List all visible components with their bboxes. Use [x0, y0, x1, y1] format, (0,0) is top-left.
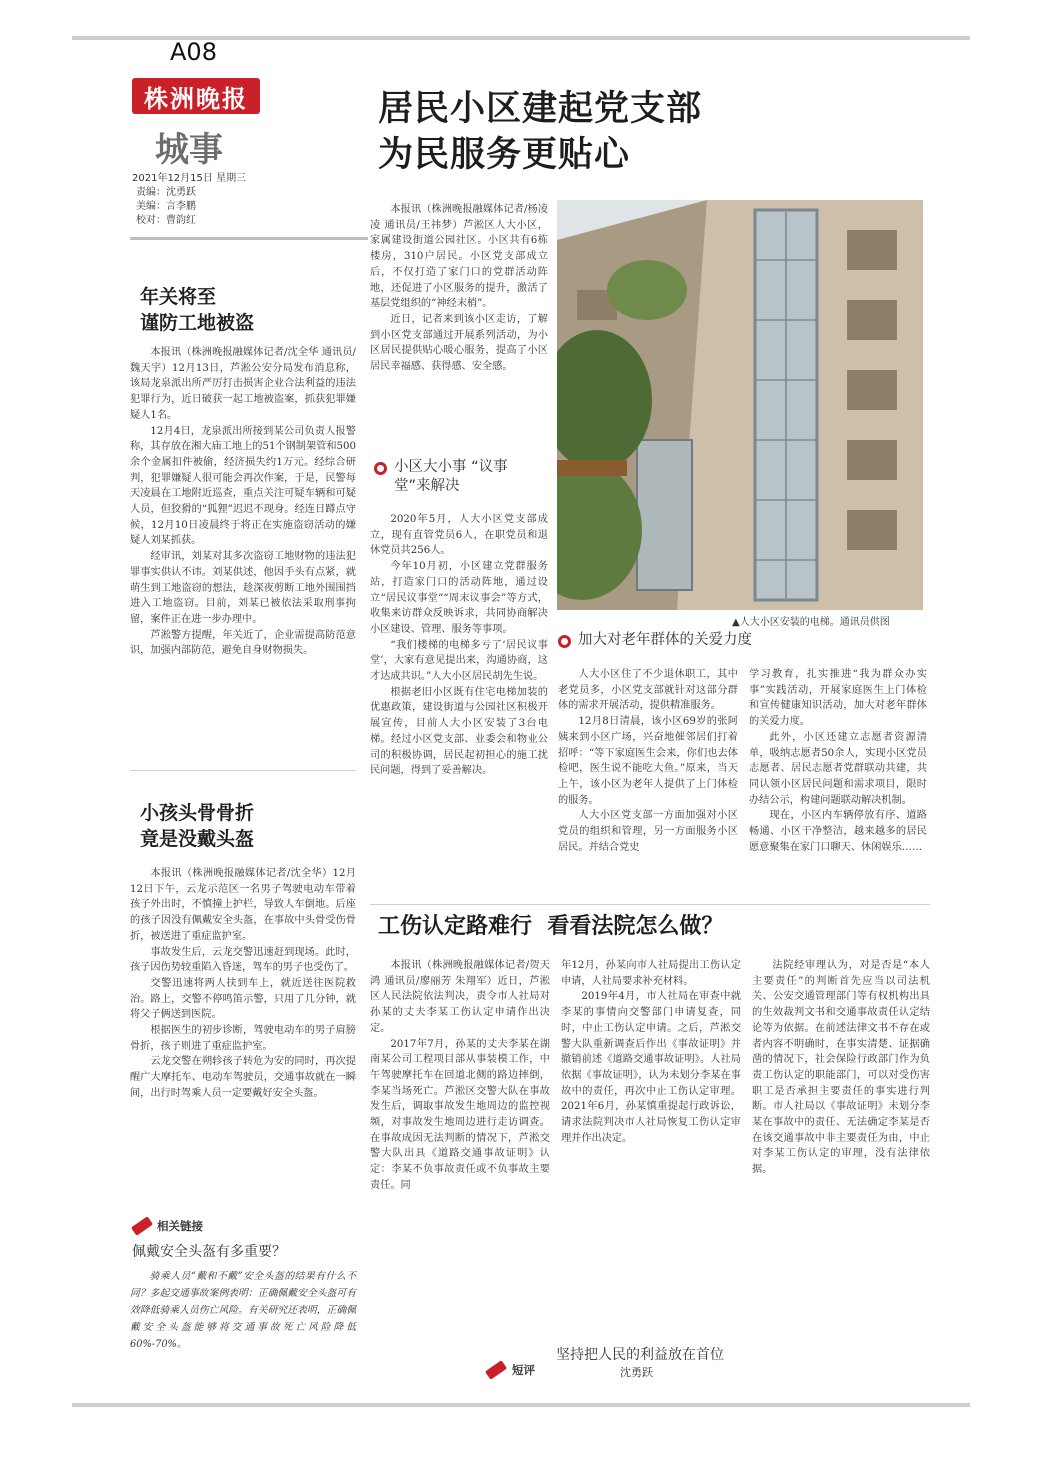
body-para: 12月4日，龙泉派出所接到某公司负责人报警称，其存放在湘大庙工地上的51个钢制架管和500余个金属扣件被偷，经济损失约1万元。经综合研判，犯罪嫌疑人很可能会再次作案，于是，民警每天凌晨在工地附近巡查，重点关注可疑车辆和可疑人员，但狡猾的“狐狸”迟迟不现身。经连日蹲点守候，12月10日凌晨终于将正在实施盗窃活动的嫌疑人刘某抓获。 — [130, 425, 356, 547]
lead-intro-para: 近日，记者来到该小区走访，了解到小区党支部通过开展系列活动，为小区居民提供贴心暖心服务，提高了小区居民幸福感、获得感、安全感。 — [370, 313, 548, 373]
designer-credit: 美编：言李鹏 — [136, 201, 196, 212]
commentary-header-real — [486, 1362, 535, 1378]
lead-headline — [378, 86, 702, 178]
proof-credit: 校对：曹韵红 — [136, 215, 196, 226]
commentary-title: 坚持把人民的利益放在首位 — [556, 1347, 724, 1363]
masthead-credits — [132, 172, 246, 228]
subheading-council — [374, 458, 549, 496]
left-story1-headline-line2: 谨防工地被盗 — [140, 312, 255, 334]
lead-intro-para: 本报讯（株洲晚报融媒体记者/杨凌凌 通讯员/王祎梦）芦淞区人大小区，家属建设街道公园社区。小区共有6栋楼房，310户居民。小区党支部成立后，不仅打造了家门口的党群活动阵地，还促进了小区服务的提升，激活了基层党组织的“神经末梢”。 — [370, 204, 548, 310]
body-para: 12月8日清晨，该小区69岁的张阿姨来到小区广场，兴奋地催邻居们打着招呼：“等下家庭医生会来，你们也去体检吧，医生说不能吃大鱼。”原来，当天上午，该小区为老年人提供了上门体检的服务。 — [558, 716, 738, 806]
red-pen-icon — [485, 1360, 507, 1380]
commentary-author: 沈勇跃 — [620, 1366, 653, 1379]
subheading-council-text: 小区大小事 “议事堂”来解决 — [394, 459, 508, 494]
masthead-divider — [130, 237, 368, 240]
lead-sub2-col1 — [558, 667, 738, 855]
body-para: 学习教育，扎实推进“我为群众办实事”实践活动，开展家庭医生上门体检和宣传健康知识活动，加大对老年群体的关爱力度。 — [749, 669, 927, 728]
left-story2-headline-line2: 竟是没戴头盔 — [140, 828, 255, 850]
left-story2-body — [130, 866, 356, 1102]
body-para: 根据老旧小区既有住宅电梯加装的优惠政策，建设街道与公园社区积极开展宣传，目前人大小区安装了3台电梯。经过小区党支部、业委会和物业公司的积极协调，居民起初担心的施工扰民问题，得到了妥善解决。 — [370, 686, 548, 777]
body-para: “我们楼梯的电梯多亏了‘居民议事堂’，大家有意见提出来，沟通协商，这才达成共识。”人大小区居民胡先生说。 — [370, 639, 548, 683]
body-para: 人大小区党支部一方面加强对小区党员的组织和管理，另一方面服务小区居民。并结合党史 — [558, 810, 738, 853]
body-para: 经审讯，刘某对其多次盗窃工地财物的违法犯罪事实供认不讳。刘某供述，他因手头有点紧，就萌生到工地盗窃的想法，趁深夜剪断工地外围围挡进入工地盗窃。目前，刘某已被依法采取刑事拘留，案件正在进一步办理中。 — [130, 551, 356, 625]
lead-sub1-body — [370, 512, 548, 779]
body-para: 2020年5月，人大小区党支部成立，现有直管党员6人，在职党员和退休党员共256人。 — [370, 514, 548, 557]
paper-logo — [132, 78, 260, 114]
red-ring-icon — [558, 635, 571, 648]
lead-headline-line1: 居民小区建起党支部 — [378, 89, 703, 129]
body-para: 本报讯（株洲晚报融媒体记者/沈全华 通讯员/魏天宇）12月13日，芦淞公安分局发布消息称，该局龙泉派出所严厉打击损害企业合法利益的违法犯罪行为，近日破获一起工地被盗案，抓获犯罪嫌疑人1名。 — [130, 347, 356, 421]
red-ring-icon — [374, 462, 387, 475]
story3-col1 — [370, 958, 550, 1194]
story3-top-rule — [370, 904, 930, 905]
left-divider — [130, 770, 356, 771]
editor-credit: 责编：沈勇跃 — [136, 187, 196, 198]
lead-sub2-col2 — [749, 667, 927, 855]
story3-headline: 工伤认定路难行 看看法院怎么做？ — [378, 914, 724, 939]
body-para: 此外，小区还建立志愿者资源清单，吸纳志愿者50余人，实现小区党员志愿者、居民志愿者党群联动共建，共同认领小区居民问题和需求项目，限时办结公示，构建问题联动解决机制。 — [749, 731, 927, 806]
left-story2-headline — [140, 800, 254, 852]
lead-intro — [370, 202, 548, 375]
page-number: A08 — [170, 38, 217, 66]
lead-headline-line2: 为民服务更贴心 — [378, 135, 631, 175]
left-story1-headline-line1: 年关将至 — [140, 286, 217, 308]
related-link-label — [132, 1218, 203, 1234]
left-story2-headline-line1: 小孩头骨骨折 — [140, 802, 255, 824]
body-para: 事故发生后，云龙交警迅速赶到现场。此时，孩子因伤势较重陷入昏迷，驾车的男子也受伤了。 — [130, 946, 356, 974]
body-para: 骑乘人员“戴和不戴”安全头盔的结果有什么不同？多起交通事故案例表明：正确佩戴安全头盔可有效降低骑乘人员伤亡风险。有关研究还表明，正确佩戴安全头盔能够将交通事故死亡风险降低60%-70%。 — [130, 1271, 356, 1350]
story3-col3 — [752, 958, 930, 1178]
body-para: 2019年4月，市人社局在审查中就李某的事情向交警部门申请复查，同时，中止工伤认定申请。之后，芦淞交警大队重新调查后作出《事故证明》并撤销前述《道路交通事故证明》。人社局依据《事故证明》，认为未划分李某在事故中的责任，再次中止工伤认定审理。2021年6月，孙某慎重提起行政诉讼，请求法院判决市人社局恢复工伤认定审理并作出决定。 — [561, 991, 741, 1144]
body-para: 2017年7月，孙某的丈夫李某在湖南某公司工程项目部从事装模工作，中午驾驶摩托车在回道北侧的路边摔倒，李某当场死亡。芦淞区交警大队在事故发生后，调取事故发生地周边的监控视频，对事故发生地周边进行走访调查。在事故成因无法判断的情况下，芦淞交警大队出具《道路交通事故证明》认定：李某不负事故责任或不负事故主要责任。同 — [370, 1038, 550, 1191]
story3-col2 — [561, 958, 741, 1146]
body-para: 今年10月初，小区建立党群服务站，打造家门口的活动阵地，通过设立“居民议事堂”“周末议事会”等方式，收集来访群众反映诉求，共同协商解决小区建设、管理、服务等事项。 — [370, 561, 548, 635]
photo-caption: ▲人大小区安装的电梯。通讯员供图 — [732, 617, 890, 628]
body-para: 交警迅速将两人扶到车上，就近送往医院救治。路上，交警不停鸣笛示警，只用了几分钟，就将父子俩送到医院。 — [130, 977, 356, 1021]
commentary-label-text: 短评 — [512, 1363, 535, 1377]
related-link-title: 佩戴安全头盔有多重要？ — [132, 1244, 286, 1260]
body-para: 现在，小区内车辆停放有序、道路畅通、小区干净整洁，越来越多的居民愿意聚集在家门口聊天、休闲娱乐…… — [749, 810, 927, 853]
paper-logo-text: 株洲晚报 — [144, 83, 248, 113]
subheading-elderly — [558, 631, 752, 650]
body-para: 根据医生的初步诊断，驾驶电动车的男子肩膀骨折，孩子则进了重症监护室。 — [130, 1025, 356, 1052]
related-link-body — [130, 1268, 356, 1353]
body-para: 芦淞警方提醒，年关近了，企业需提高防范意识，加强内部防范，避免自身财物损失。 — [130, 629, 356, 657]
section-title: 城事 — [155, 130, 223, 170]
left-story1-body — [130, 345, 356, 659]
left-story1-headline — [140, 284, 254, 336]
body-para: 本报讯（株洲晚报融媒体记者/贺天鸿 通讯员/廖丽芳 朱翔军）近日，芦淞区人民法院依法判决，责令市人社局对孙某的丈夫李某工伤认定申请作出决定。 — [370, 960, 550, 1034]
body-para: 云龙交警在朔轸孩子转危为安的同时，再次提醒广大摩托车、电动车驾驶员，交通事故就在一瞬间，出行时驾乘人员一定要戴好安全头盔。 — [130, 1056, 356, 1099]
related-link-label-text: 相关链接 — [157, 1219, 203, 1233]
date-line: 2021年12月15日 星期三 — [132, 173, 247, 184]
elevator-photo — [557, 200, 923, 610]
elevator-photo-drawing — [557, 200, 923, 610]
body-para: 人大小区住了不少退休职工，其中老党员多，小区党支部就针对这部分群体的需求开展活动，提供精准服务。 — [558, 669, 738, 712]
subheading-elderly-text: 加大对老年群体的关爱力度 — [578, 632, 752, 648]
bottom-border-rule — [72, 1403, 970, 1407]
body-para: 年12月，孙某向市人社局提出工伤认定申请，人社局要求补充材料。 — [561, 960, 741, 987]
body-para: 本报讯（株洲晚报融媒体记者/沈全华）12月12日下午，云龙示范区一名男子驾驶电动车带着孩子外出时，不慎撞上护栏，导致人车倒地。后座的孩子因没有佩戴安全头盔，在事故中头骨受伤骨折，被送进了重症监护室。 — [130, 868, 356, 942]
body-para: 法院经审理认为，对是否是“本人主要责任”的判断首先应当以司法机关、公安交通管理部门等有权机构出具的生效裁判文书和交通事故责任认定结论等为依据。在前述法律文书不存在或者内容不明确时，在事实清楚、证据确凿的情况下，社会保险行政部门作为负责工伤认定的职能部门，可以对受伤害职工是否承担主要责任的事实进行判断。市人社局以《事故证明》未划分李某在事故中的责任、无法确定李某是否在该交通事故中非主要责任为由，中止对李某工伤认定的审理，没有法律依据。 — [752, 960, 930, 1176]
red-pen-icon — [131, 1216, 153, 1236]
